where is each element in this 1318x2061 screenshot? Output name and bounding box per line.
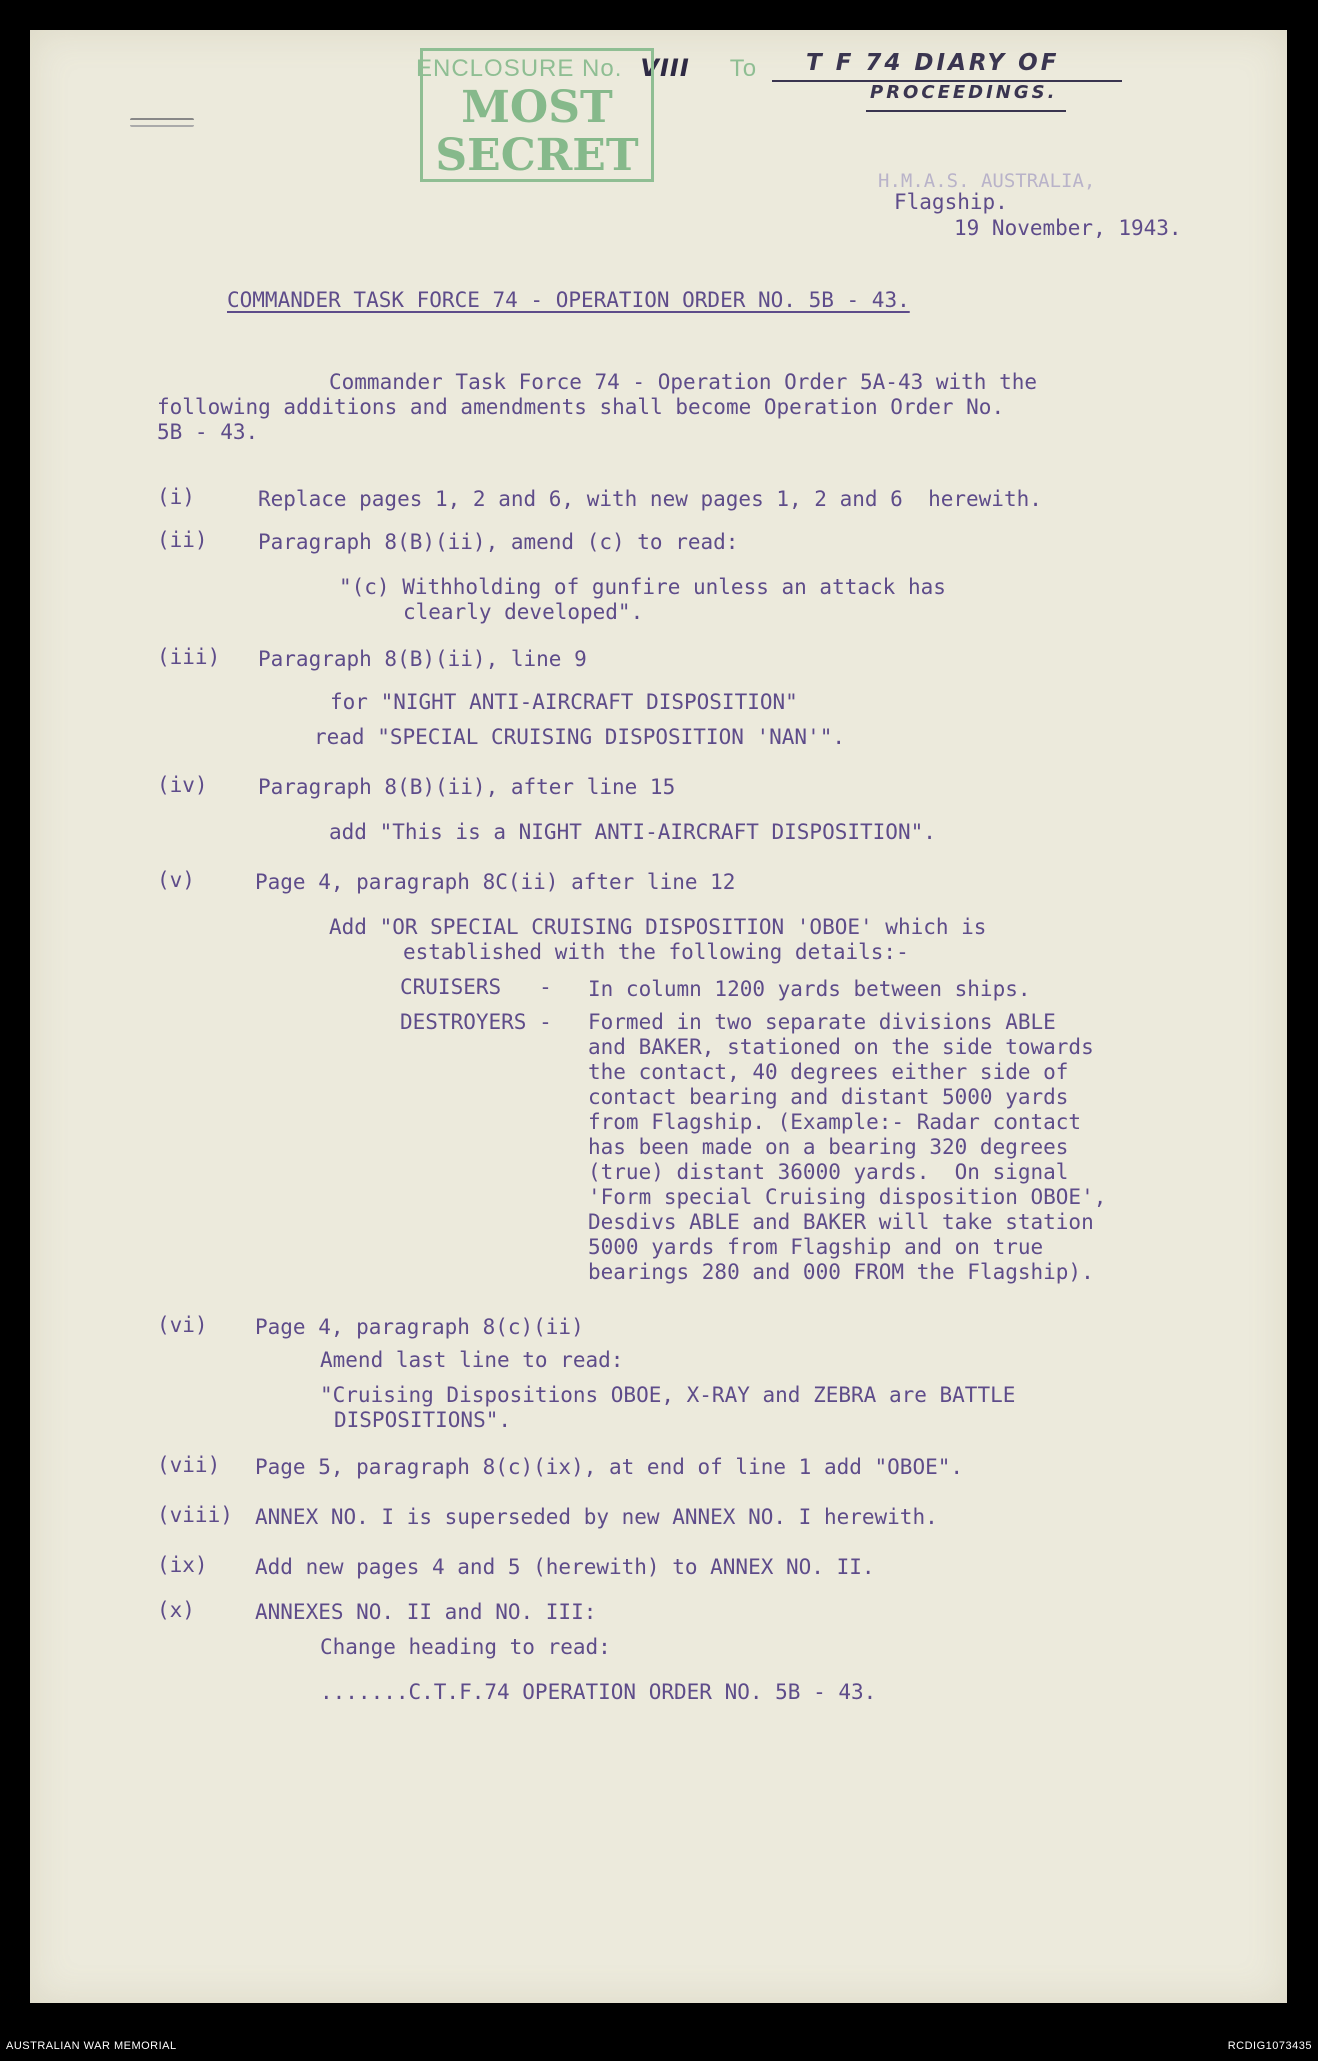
cruisers-label: CRUISERS - <box>400 975 552 999</box>
item-ii-text: Paragraph 8(B)(ii), amend (c) to read: <box>258 530 739 554</box>
destroyers-line: 5000 yards from Flagship and on true <box>588 1235 1044 1259</box>
item-v-sub-1: Add "OR SPECIAL CRUISING DISPOSITION 'OBOE' which is <box>329 915 987 939</box>
item-vi-sub-2: "Cruising Dispositions OBOE, X-RAY and ZEBRA are BATTLE <box>320 1383 1016 1407</box>
item-number-iv: (iv) <box>157 773 208 797</box>
item-number-ii: (ii) <box>157 528 208 552</box>
stamp-line-most: MOST <box>461 82 613 133</box>
item-v-text: Page 4, paragraph 8C(ii) after line 12 <box>255 870 736 894</box>
destroyers-line: Formed in two separate divisions ABLE <box>588 1010 1056 1034</box>
destroyers-line: bearings 280 and 000 FROM the Flagship). <box>588 1260 1094 1284</box>
intro-line-1: Commander Task Force 74 - Operation Order 5A-43 with the <box>329 370 1038 394</box>
item-iii-sub-1: for "NIGHT ANTI-AIRCRAFT DISPOSITION" <box>330 690 798 714</box>
document-title: COMMANDER TASK FORCE 74 - OPERATION ORDER NO. 5B - 43. <box>227 288 910 312</box>
enclosure-number: VIII <box>640 54 690 82</box>
item-iv-sub-1: add "This is a NIGHT ANTI-AIRCRAFT DISPOSITION". <box>329 820 936 844</box>
faded-ship-name: H.M.A.S. AUSTRALIA, <box>878 170 1096 192</box>
item-vii-text: Page 5, paragraph 8(c)(ix), at end of line 1 add "OBOE". <box>255 1455 964 1479</box>
item-number-viii: (viii) <box>157 1503 233 1527</box>
item-vi-text: Page 4, paragraph 8(c)(ii) <box>255 1315 584 1339</box>
footer-reference-id: RCDIG1073435 <box>1227 2040 1312 2052</box>
flagship-label: Flagship. <box>894 190 1008 214</box>
item-x-sub-1: Change heading to read: <box>320 1635 611 1659</box>
item-ix-text: Add new pages 4 and 5 (herewith) to ANNEX NO. II. <box>255 1555 875 1579</box>
item-i-text: Replace pages 1, 2 and 6, with new pages 1, 2 and 6 herewith. <box>258 487 1042 511</box>
item-iii-sub-2: read "SPECIAL CRUISING DISPOSITION 'NAN'". <box>314 725 846 749</box>
item-iii-text: Paragraph 8(B)(ii), line 9 <box>258 647 587 671</box>
destroyers-line: from Flagship. (Example:- Radar contact <box>588 1110 1082 1134</box>
most-secret-stamp <box>420 48 654 182</box>
intro-line-2: following additions and amendments shall become Operation Order No. <box>157 395 1005 419</box>
destroyers-line: contact bearing and distant 5000 yards <box>588 1085 1069 1109</box>
item-ii-sub-2: clearly developed". <box>403 600 644 624</box>
item-v-sub-2: established with the following details:- <box>403 940 909 964</box>
intro-line-3: 5B - 43. <box>157 420 259 444</box>
footer-archive-name: AUSTRALIAN WAR MEMORIAL <box>6 2040 177 2052</box>
item-vi-sub-1: Amend last line to read: <box>320 1348 624 1372</box>
item-number-v: (v) <box>157 868 195 892</box>
item-number-vi: (vi) <box>157 1313 208 1337</box>
destroyers-line: 'Form special Cruising disposition OBOE', <box>588 1185 1107 1209</box>
item-number-i: (i) <box>157 485 195 509</box>
document-page <box>30 30 1287 2003</box>
destroyers-line: has been made on a bearing 320 degrees <box>588 1135 1069 1159</box>
item-number-ix: (ix) <box>157 1553 208 1577</box>
document-date: 19 November, 1943. <box>954 216 1182 240</box>
destroyers-label: DESTROYERS - <box>400 1010 552 1034</box>
destroyers-line: the contact, 40 degrees either side of <box>588 1060 1069 1084</box>
staple <box>130 118 194 127</box>
destroyers-line: Desdivs ABLE and BAKER will take station <box>588 1210 1094 1234</box>
item-x-text: ANNEXES NO. II and NO. III: <box>255 1600 597 1624</box>
item-vi-sub-3: DISPOSITIONS". <box>334 1408 512 1432</box>
handwritten-line-1: T F 74 DIARY OF <box>806 50 1060 76</box>
item-viii-text: ANNEX NO. I is superseded by new ANNEX NO. I herewith. <box>255 1505 938 1529</box>
item-number-x: (x) <box>157 1598 195 1622</box>
to-label: To <box>729 55 758 82</box>
item-ii-sub-1: "(c) Withholding of gunfire unless an attack has <box>339 575 946 599</box>
destroyers-line: and BAKER, stationed on the side towards <box>588 1035 1094 1059</box>
item-number-iii: (iii) <box>157 645 221 669</box>
handwritten-line-2: PROCEEDINGS. <box>870 82 1058 103</box>
stamp-line-secret: SECRET <box>435 130 639 181</box>
handwritten-underline-2 <box>866 110 1066 112</box>
cruisers-text: In column 1200 yards between ships. <box>588 977 1031 1001</box>
destroyers-line: (true) distant 36000 yards. On signal <box>588 1160 1069 1184</box>
item-number-vii: (vii) <box>157 1453 221 1477</box>
item-x-sub-2: .......C.T.F.74 OPERATION ORDER NO. 5B - 43. <box>320 1680 877 1704</box>
item-iv-text: Paragraph 8(B)(ii), after line 15 <box>258 775 676 799</box>
enclosure-label: ENCLOSURE No. <box>416 55 623 82</box>
